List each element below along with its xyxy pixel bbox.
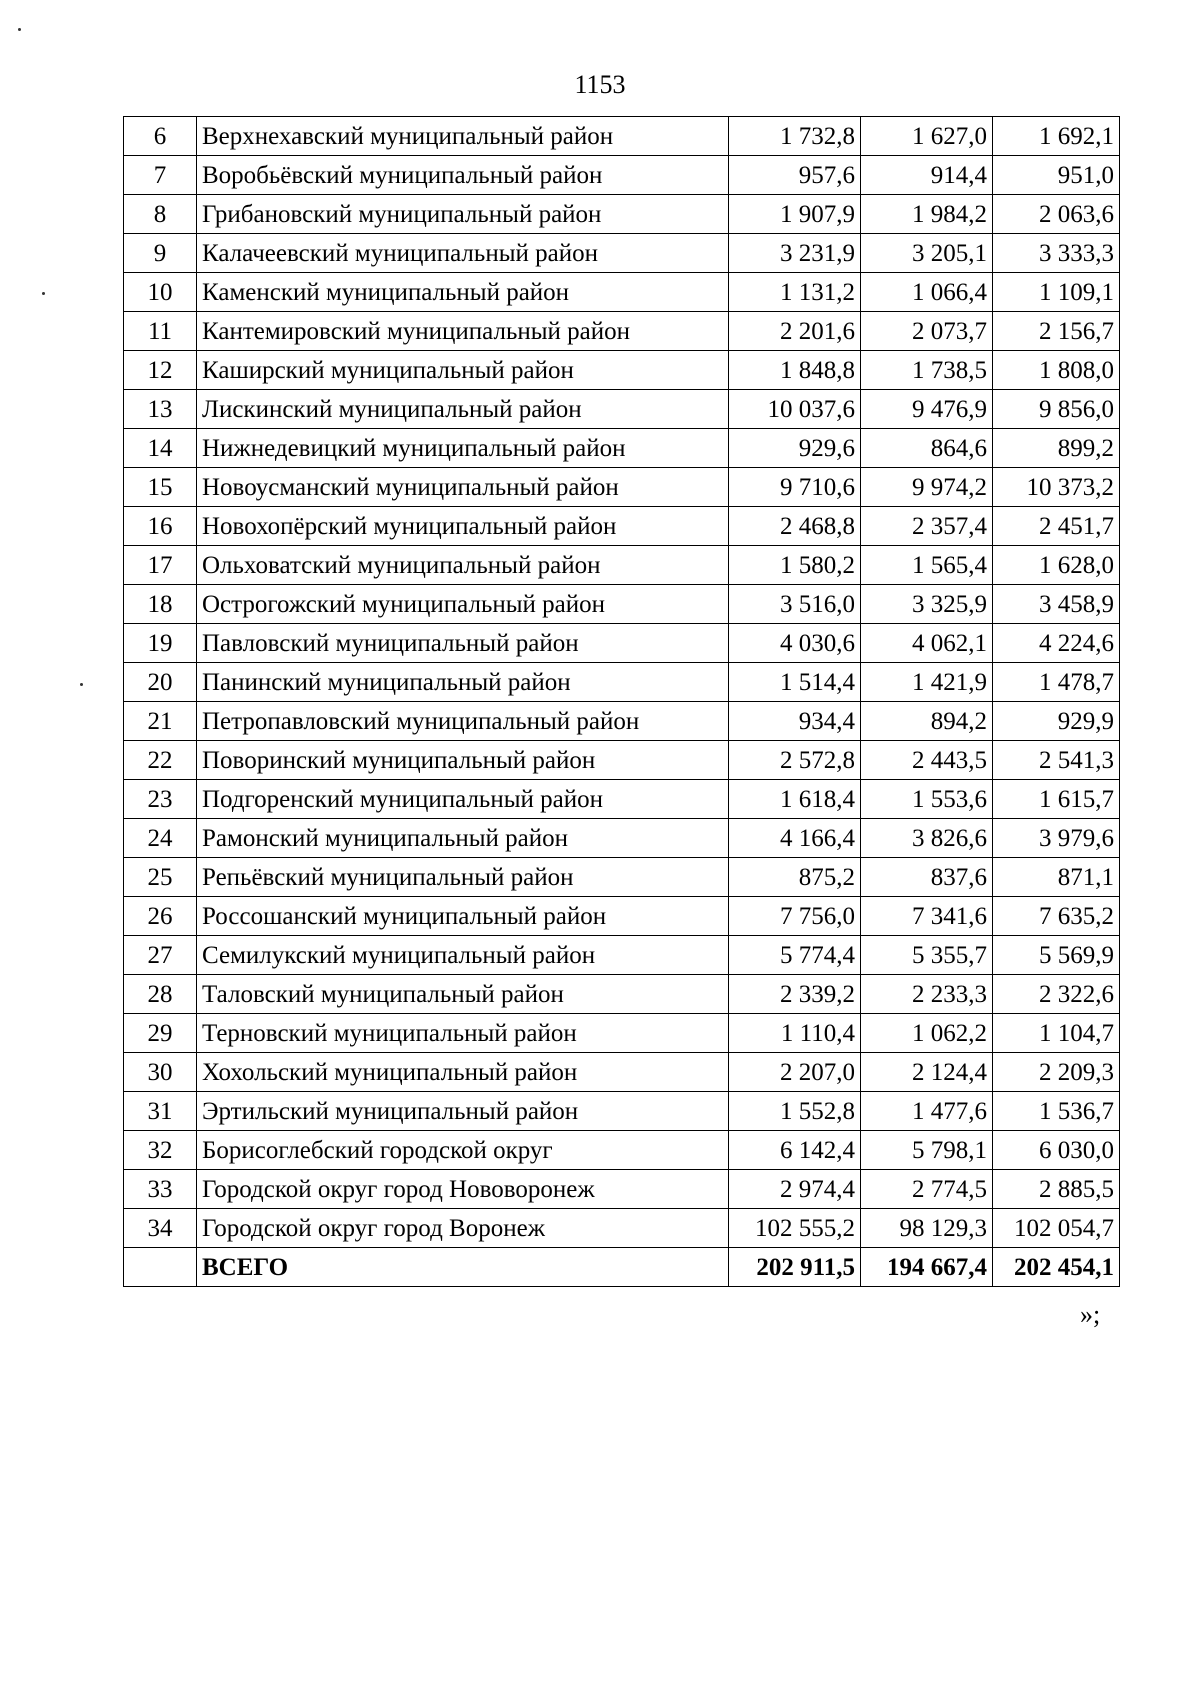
value-2-cell: 2 233,3 <box>861 975 993 1014</box>
value-1-cell: 102 555,2 <box>729 1209 861 1248</box>
value-3-cell: 9 856,0 <box>993 390 1120 429</box>
table-row <box>124 702 1120 741</box>
budget-table <box>123 116 1120 1287</box>
row-number-cell: 27 <box>124 936 197 975</box>
row-number-cell: 6 <box>124 117 197 156</box>
value-3-cell: 2 885,5 <box>993 1170 1120 1209</box>
value-3-cell: 5 569,9 <box>993 936 1120 975</box>
value-3-cell: 951,0 <box>993 156 1120 195</box>
table-row <box>124 780 1120 819</box>
row-number-cell: 8 <box>124 195 197 234</box>
district-name-cell: Городской округ город Нововоронеж <box>197 1170 729 1209</box>
table-row <box>124 858 1120 897</box>
value-1-cell: 875,2 <box>729 858 861 897</box>
value-1-cell: 1 580,2 <box>729 546 861 585</box>
row-number-cell: 32 <box>124 1131 197 1170</box>
table-row <box>124 1209 1120 1248</box>
district-name-cell: Павловский муниципальный район <box>197 624 729 663</box>
row-number-cell: 20 <box>124 663 197 702</box>
district-name-cell: Острогожский муниципальный район <box>197 585 729 624</box>
row-number-cell: 12 <box>124 351 197 390</box>
value-3-cell: 929,9 <box>993 702 1120 741</box>
value-1-cell: 3 231,9 <box>729 234 861 273</box>
value-1-cell: 1 848,8 <box>729 351 861 390</box>
value-2-cell: 9 974,2 <box>861 468 993 507</box>
value-2-cell: 5 355,7 <box>861 936 993 975</box>
value-2-cell: 3 205,1 <box>861 234 993 273</box>
table-row <box>124 312 1120 351</box>
district-name-cell: Новоусманский муниципальный район <box>197 468 729 507</box>
district-name-cell: Воробьёвский муниципальный район <box>197 156 729 195</box>
value-2-cell: 3 826,6 <box>861 819 993 858</box>
table-row <box>124 546 1120 585</box>
table-row <box>124 351 1120 390</box>
value-1-cell: 7 756,0 <box>729 897 861 936</box>
row-number-cell: 26 <box>124 897 197 936</box>
value-1-cell: 934,4 <box>729 702 861 741</box>
scan-speck <box>42 292 45 295</box>
value-1-cell: 1 110,4 <box>729 1014 861 1053</box>
value-3-cell: 1 808,0 <box>993 351 1120 390</box>
value-1-cell: 1 732,8 <box>729 117 861 156</box>
value-2-cell: 1 984,2 <box>861 195 993 234</box>
value-2-cell: 2 124,4 <box>861 1053 993 1092</box>
table-row <box>124 195 1120 234</box>
value-1-cell: 2 201,6 <box>729 312 861 351</box>
value-2-cell: 7 341,6 <box>861 897 993 936</box>
district-name-cell: Поворинский муниципальный район <box>197 741 729 780</box>
value-2-cell: 1 565,4 <box>861 546 993 585</box>
total-num-cell <box>124 1248 197 1287</box>
value-2-cell: 2 774,5 <box>861 1170 993 1209</box>
value-2-cell: 1 738,5 <box>861 351 993 390</box>
row-number-cell: 34 <box>124 1209 197 1248</box>
table-row <box>124 507 1120 546</box>
district-name-cell: Таловский муниципальный район <box>197 975 729 1014</box>
district-name-cell: Рамонский муниципальный район <box>197 819 729 858</box>
table-row <box>124 585 1120 624</box>
row-number-cell: 13 <box>124 390 197 429</box>
district-name-cell: Хохольский муниципальный район <box>197 1053 729 1092</box>
table-row <box>124 663 1120 702</box>
value-3-cell: 2 322,6 <box>993 975 1120 1014</box>
value-1-cell: 4 166,4 <box>729 819 861 858</box>
value-3-cell: 1 109,1 <box>993 273 1120 312</box>
value-1-cell: 5 774,4 <box>729 936 861 975</box>
value-1-cell: 929,6 <box>729 429 861 468</box>
value-3-cell: 4 224,6 <box>993 624 1120 663</box>
row-number-cell: 7 <box>124 156 197 195</box>
row-number-cell: 11 <box>124 312 197 351</box>
total-value-3-cell: 202 454,1 <box>993 1248 1120 1287</box>
table-row <box>124 117 1120 156</box>
table-row <box>124 975 1120 1014</box>
page-number: 1153 <box>574 70 626 99</box>
table-row <box>124 819 1120 858</box>
value-2-cell: 894,2 <box>861 702 993 741</box>
total-value-1-cell: 202 911,5 <box>729 1248 861 1287</box>
row-number-cell: 28 <box>124 975 197 1014</box>
value-3-cell: 2 451,7 <box>993 507 1120 546</box>
value-2-cell: 2 357,4 <box>861 507 993 546</box>
table-row <box>124 1014 1120 1053</box>
table-row <box>124 273 1120 312</box>
row-number-cell: 33 <box>124 1170 197 1209</box>
district-name-cell: Верхнехавский муниципальный район <box>197 117 729 156</box>
scan-speck <box>18 28 21 31</box>
row-number-cell: 29 <box>124 1014 197 1053</box>
value-3-cell: 3 333,3 <box>993 234 1120 273</box>
table-body <box>124 117 1120 1287</box>
value-3-cell: 2 209,3 <box>993 1053 1120 1092</box>
value-3-cell: 2 156,7 <box>993 312 1120 351</box>
district-name-cell: Россошанский муниципальный район <box>197 897 729 936</box>
table-row <box>124 936 1120 975</box>
row-number-cell: 25 <box>124 858 197 897</box>
row-number-cell: 16 <box>124 507 197 546</box>
district-name-cell: Петропавловский муниципальный район <box>197 702 729 741</box>
value-2-cell: 1 062,2 <box>861 1014 993 1053</box>
value-3-cell: 1 104,7 <box>993 1014 1120 1053</box>
value-3-cell: 1 536,7 <box>993 1092 1120 1131</box>
value-1-cell: 10 037,6 <box>729 390 861 429</box>
total-label-cell: ВСЕГО <box>197 1248 729 1287</box>
row-number-cell: 30 <box>124 1053 197 1092</box>
value-1-cell: 6 142,4 <box>729 1131 861 1170</box>
value-2-cell: 864,6 <box>861 429 993 468</box>
district-name-cell: Ольховатский муниципальный район <box>197 546 729 585</box>
district-name-cell: Нижнедевицкий муниципальный район <box>197 429 729 468</box>
table-row <box>124 234 1120 273</box>
value-2-cell: 1 477,6 <box>861 1092 993 1131</box>
value-1-cell: 2 468,8 <box>729 507 861 546</box>
value-1-cell: 2 974,4 <box>729 1170 861 1209</box>
value-1-cell: 2 207,0 <box>729 1053 861 1092</box>
value-1-cell: 1 907,9 <box>729 195 861 234</box>
row-number-cell: 14 <box>124 429 197 468</box>
value-3-cell: 2 541,3 <box>993 741 1120 780</box>
table-row <box>124 1053 1120 1092</box>
value-2-cell: 2 443,5 <box>861 741 993 780</box>
value-1-cell: 2 572,8 <box>729 741 861 780</box>
table-row <box>124 390 1120 429</box>
row-number-cell: 18 <box>124 585 197 624</box>
row-number-cell: 19 <box>124 624 197 663</box>
value-1-cell: 9 710,6 <box>729 468 861 507</box>
value-2-cell: 9 476,9 <box>861 390 993 429</box>
value-3-cell: 7 635,2 <box>993 897 1120 936</box>
row-number-cell: 22 <box>124 741 197 780</box>
value-3-cell: 1 478,7 <box>993 663 1120 702</box>
table-row <box>124 156 1120 195</box>
value-2-cell: 1 066,4 <box>861 273 993 312</box>
value-3-cell: 899,2 <box>993 429 1120 468</box>
district-name-cell: Каширский муниципальный район <box>197 351 729 390</box>
total-row <box>124 1248 1120 1287</box>
value-3-cell: 1 615,7 <box>993 780 1120 819</box>
value-3-cell: 10 373,2 <box>993 468 1120 507</box>
district-name-cell: Панинский муниципальный район <box>197 663 729 702</box>
value-3-cell: 3 458,9 <box>993 585 1120 624</box>
value-2-cell: 914,4 <box>861 156 993 195</box>
table-row <box>124 1131 1120 1170</box>
value-3-cell: 871,1 <box>993 858 1120 897</box>
value-3-cell: 1 628,0 <box>993 546 1120 585</box>
table-row <box>124 1170 1120 1209</box>
table-row <box>124 897 1120 936</box>
value-1-cell: 1 131,2 <box>729 273 861 312</box>
table-row <box>124 624 1120 663</box>
district-name-cell: Борисоглебский городской округ <box>197 1131 729 1170</box>
district-name-cell: Городской округ город Воронеж <box>197 1209 729 1248</box>
value-2-cell: 98 129,3 <box>861 1209 993 1248</box>
table-row <box>124 468 1120 507</box>
closing-quote-mark: »; <box>1080 1300 1101 1329</box>
district-name-cell: Терновский муниципальный район <box>197 1014 729 1053</box>
row-number-cell: 15 <box>124 468 197 507</box>
district-name-cell: Каменский муниципальный район <box>197 273 729 312</box>
value-3-cell: 1 692,1 <box>993 117 1120 156</box>
district-name-cell: Кантемировский муниципальный район <box>197 312 729 351</box>
scan-speck <box>80 683 83 686</box>
district-name-cell: Семилукский муниципальный район <box>197 936 729 975</box>
district-name-cell: Грибановский муниципальный район <box>197 195 729 234</box>
value-3-cell: 3 979,6 <box>993 819 1120 858</box>
row-number-cell: 10 <box>124 273 197 312</box>
row-number-cell: 23 <box>124 780 197 819</box>
district-name-cell: Калачеевский муниципальный район <box>197 234 729 273</box>
table-row <box>124 741 1120 780</box>
value-2-cell: 1 553,6 <box>861 780 993 819</box>
value-2-cell: 3 325,9 <box>861 585 993 624</box>
row-number-cell: 31 <box>124 1092 197 1131</box>
district-name-cell: Эртильский муниципальный район <box>197 1092 729 1131</box>
value-1-cell: 1 552,8 <box>729 1092 861 1131</box>
value-2-cell: 1 421,9 <box>861 663 993 702</box>
value-3-cell: 102 054,7 <box>993 1209 1120 1248</box>
value-2-cell: 837,6 <box>861 858 993 897</box>
row-number-cell: 17 <box>124 546 197 585</box>
table-row <box>124 1092 1120 1131</box>
district-name-cell: Новохопёрский муниципальный район <box>197 507 729 546</box>
district-name-cell: Подгоренский муниципальный район <box>197 780 729 819</box>
value-1-cell: 1 514,4 <box>729 663 861 702</box>
value-2-cell: 2 073,7 <box>861 312 993 351</box>
row-number-cell: 24 <box>124 819 197 858</box>
value-2-cell: 4 062,1 <box>861 624 993 663</box>
total-value-2-cell: 194 667,4 <box>861 1248 993 1287</box>
value-1-cell: 2 339,2 <box>729 975 861 1014</box>
value-1-cell: 4 030,6 <box>729 624 861 663</box>
value-3-cell: 2 063,6 <box>993 195 1120 234</box>
value-1-cell: 1 618,4 <box>729 780 861 819</box>
row-number-cell: 9 <box>124 234 197 273</box>
value-3-cell: 6 030,0 <box>993 1131 1120 1170</box>
district-name-cell: Лискинский муниципальный район <box>197 390 729 429</box>
table-row <box>124 429 1120 468</box>
value-2-cell: 5 798,1 <box>861 1131 993 1170</box>
value-1-cell: 957,6 <box>729 156 861 195</box>
value-2-cell: 1 627,0 <box>861 117 993 156</box>
value-1-cell: 3 516,0 <box>729 585 861 624</box>
row-number-cell: 21 <box>124 702 197 741</box>
district-name-cell: Репьёвский муниципальный район <box>197 858 729 897</box>
